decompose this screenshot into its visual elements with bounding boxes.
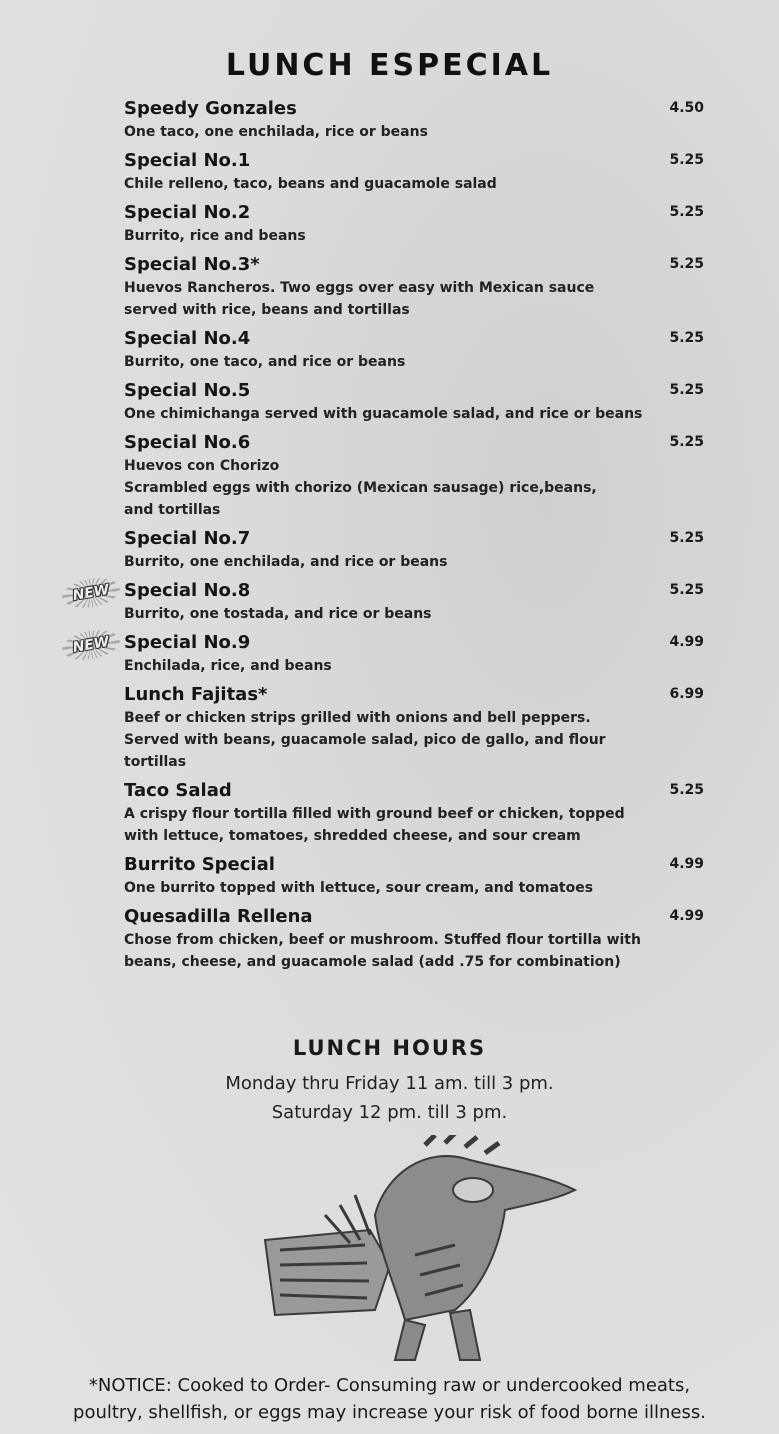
item-description: Beef or chicken strips grilled with onions and bell peppers. Served with beans, guacamole salad, pico de gallo, and flour tortillas: [124, 710, 606, 770]
menu-item: [124, 149, 714, 195]
item-price: 5.25: [669, 782, 704, 798]
menu-item: [124, 853, 714, 899]
aztec-bird-icon: [255, 1135, 595, 1374]
menu-item: [124, 97, 714, 143]
item-name: Burrito Special: [124, 854, 275, 875]
item-description: Enchilada, rice, and beans: [124, 658, 332, 674]
hours-saturday: Saturday 12 pm. till 3 pm.: [271, 1102, 508, 1123]
menu-item: [124, 201, 714, 247]
item-price: 5.25: [669, 434, 704, 450]
item-description: Chose from chicken, beef or mushroom. Stuffed flour tortilla with beans, cheese, and guacamole salad (add .75 for combination): [124, 932, 641, 970]
menu-item: [124, 683, 714, 773]
menu-item: [71, 579, 714, 625]
notice-line-1: *NOTICE: Cooked to Order- Consuming raw or undercooked meats,: [88, 1375, 691, 1396]
item-name: Lunch Fajitas*: [124, 684, 268, 705]
menu-list: [71, 97, 714, 979]
menu-item: [124, 779, 714, 847]
item-name: Special No.8: [124, 580, 251, 601]
item-name: Special No.5: [124, 380, 251, 401]
item-name: Special No.1: [124, 150, 251, 171]
item-price: 6.99: [669, 686, 704, 702]
item-name: Special No.4: [124, 328, 251, 349]
new-badge: NEW: [60, 574, 122, 612]
item-name: Taco Salad: [124, 780, 232, 801]
item-description: One taco, one enchilada, rice or beans: [124, 124, 428, 140]
item-name: Special No.9: [124, 632, 251, 653]
menu-item: [124, 253, 714, 321]
new-badge: NEW: [60, 626, 122, 664]
item-description: Burrito, one taco, and rice or beans: [124, 354, 406, 370]
hours-title: LUNCH HOURS: [292, 1036, 487, 1060]
item-price: 5.25: [669, 330, 704, 346]
food-safety-notice: [0, 1372, 779, 1426]
item-description: One burrito topped with lettuce, sour cream, and tomatoes: [124, 880, 594, 896]
notice-line-2: poultry, shellfish, or eggs may increase your risk of food borne illness.: [73, 1402, 706, 1423]
item-description: A crispy flour tortilla filled with ground beef or chicken, topped with lettuce, tomatoes, shredded cheese, and sour cream: [124, 806, 625, 844]
menu-item: [124, 905, 714, 973]
item-name: Speedy Gonzales: [124, 98, 297, 119]
item-description: Burrito, one enchilada, and rice or beans: [124, 554, 448, 570]
menu-item: [124, 431, 714, 521]
item-price: 4.99: [669, 908, 704, 924]
item-price: 5.25: [669, 152, 704, 168]
page-title: LUNCH ESPECIAL: [225, 48, 554, 83]
menu-item: [124, 379, 714, 425]
item-price: 4.50: [669, 100, 704, 116]
item-price: 5.25: [669, 582, 704, 598]
item-description: Burrito, one tostada, and rice or beans: [124, 606, 432, 622]
item-name: Special No.6: [124, 432, 251, 453]
item-description: Huevos Rancheros. Two eggs over easy with Mexican sauce served with rice, beans and tortillas: [124, 280, 595, 318]
item-price: 4.99: [669, 634, 704, 650]
item-price: 5.25: [669, 382, 704, 398]
menu-item: [124, 327, 714, 373]
item-price: 5.25: [669, 256, 704, 272]
item-description: Chile relleno, taco, beans and guacamole salad: [124, 176, 497, 192]
item-name: Special No.3*: [124, 254, 260, 275]
item-name: Special No.7: [124, 528, 251, 549]
item-price: 4.99: [669, 856, 704, 872]
item-description: Huevos con Chorizo Scrambled eggs with chorizo (Mexican sausage) rice,beans, and tortillas: [124, 458, 597, 518]
item-description: Burrito, rice and beans: [124, 228, 306, 244]
item-price: 5.25: [669, 530, 704, 546]
item-price: 5.25: [669, 204, 704, 220]
item-name: Special No.2: [124, 202, 251, 223]
item-description: One chimichanga served with guacamole salad, and rice or beans: [124, 406, 643, 422]
menu-item: [71, 631, 714, 677]
item-name: Quesadilla Rellena: [124, 906, 313, 927]
hours-weekday: Monday thru Friday 11 am. till 3 pm.: [225, 1073, 554, 1094]
menu-item: [124, 527, 714, 573]
